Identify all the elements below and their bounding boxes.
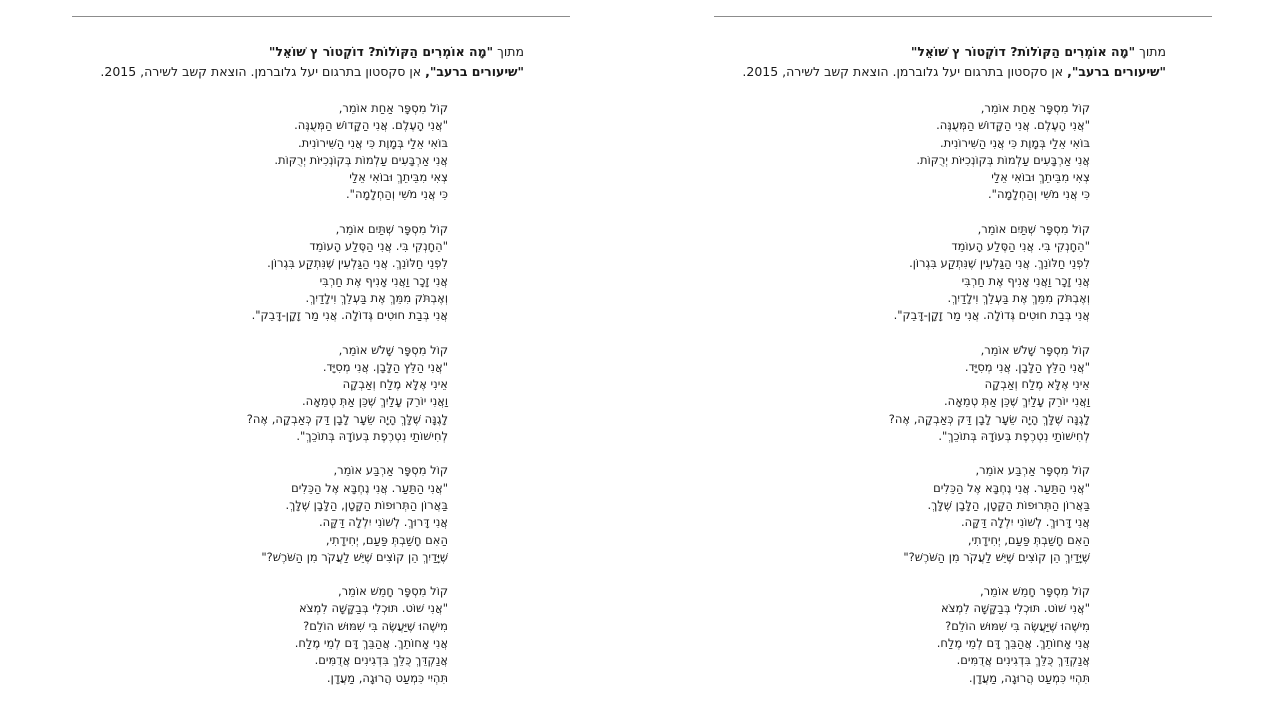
poem-line: קוֹל מִסְפָּר חָמֵשׁ אוֹמֵר, [980,584,1090,599]
poem-line: שֶׁיָּדַיִךְ הֵן קוֹצִים שֶׁיֵּשׁ לַעֲקֹר מִן הַשֹּׁרֶשׁ?" [261,549,448,564]
poem-line: הַאִם חָשַׁבְתְּ פַּעַם, יְחִידָתִי, [967,532,1090,547]
poem-line: וְאֶבְתֹּק מִמֵּךְ אֶת בַּעְלֵךְ וִילָדַיִךְ. [947,290,1090,305]
poem-line: וְאֶבְתֹּק מִמֵּךְ אֶת בַּעְלֵךְ וִילָדַיִךְ. [305,290,448,305]
header-credits-line [100,62,524,82]
poem-line: מִישֶׁהוּ שֶׁיַּעֲשֶׂה בִּי שִׁמּוּשׁ הוֹלֵם? [945,618,1090,633]
poem-line: אֵינִי אֶלָּא מֶלַח וְאַבְקָה [342,377,448,392]
stanza [247,221,448,325]
page-top-rule [72,16,570,17]
poem [247,100,448,704]
header-title-line [100,42,524,62]
page-header [742,42,1166,82]
poem [889,100,1090,704]
poem-line: "אֲנִי שׁוֹט. תּוּכְלִי בְּבַקָּשָׁה לִמְצֹא [940,601,1090,616]
stanza [247,462,448,566]
poem-line: קוֹל מִסְפָּר שְׁתַּיִם אוֹמֵר, [335,221,448,236]
poem-line: בּוֹאִי אֵלַי בְּמָוֶת כִּי אֲנִי הַשִּׁירוֹנִית. [939,135,1090,150]
poem-line: אֵינִי אֶלָּא מֶלַח וְאַבְקָה [984,377,1090,392]
poem-line: קוֹל מִסְפָּר אַחַת אוֹמֵר, [980,101,1090,115]
poem-line: אֲנַקְדֵּךְ כֻּלֵּךְ בִּדְגִינִים אֲדֻמִּים. [956,653,1090,668]
poem-line: "הֵחָנְקִי בִּי. אֲנִי הַסֶּלַע הָעוֹמֵד [309,239,448,254]
poem-line: אֲנִי בְּבַת חוּטִים גְּדוֹלָה. אֲנִי מַר זָקָן-דָּבֵק". [251,308,448,323]
poem-line: לְחִישׁוֹתַי נִטְרֶפֶת בְּעוֹדָהּ בְּתוֹכֵךְ". [938,429,1090,444]
poem-line: קוֹל מִסְפָּר חָמֵשׁ אוֹמֵר, [338,584,448,599]
poem-line: מִישֶׁהוּ שֶׁיַּעֲשֶׂה בִּי שִׁמּוּשׁ הוֹלֵם? [303,618,448,633]
book-title: "מָה אוֹמְרִים הַקּוֹלוֹת? דוֹקְטוֹר ץ שׁוֹאֵל" [910,44,1136,59]
poem-line: וַאֲנִי יוֹרֵק עָלַיִךְ שֶׁכֵּן אַתְּ טְמֵאָה. [944,394,1090,409]
poem-line: אֲנִי אָחוֹתֵךְ. אֲהַבֵּךְ דָּם לְמֵי מֶלַח. [294,636,448,651]
credits: אן סקסטון בתרגום יעל גלוברמן. הוצאת קשב לשירה, 2015. [100,64,422,79]
poem-line: בַּאֲרוֹן הַתְּרוּפוֹת הַקָּטָן, הַלָּבָן שֶׁלָּךְ. [927,497,1090,512]
poem-line: בּוֹאִי אֵלַי בְּמָוֶת כִּי אֲנִי הַשִּׁירוֹנִית. [297,135,448,150]
poem-line: "אֲנִי הַלֵּץ הַלָּבָן. אֲנִי מְסִיָּד. [964,359,1090,374]
poem-line: אֲנִי זָכָר וַאֲנִי אָנִיף אֶת חַרְבִּי [319,273,448,288]
poem-line: אֲנִי בְּבַת חוּטִים גְּדוֹלָה. אֲנִי מַר זָקָן-דָּבֵק". [893,308,1090,323]
header-credits-line [742,62,1166,82]
page-header [100,42,524,82]
poem-line: "אֲנִי הָעֶלֶם. אֲנִי הַקָּדוֹשׁ הַמְּעֻנֶּה. [936,118,1090,133]
poem-line: תִּהְיִי כִּמְעַט הֲרוּגָה, מַעֲדָן. [326,670,448,685]
stanza [889,100,1090,204]
stanza [247,342,448,446]
poem-line: שֶׁיָּדַיִךְ הֵן קוֹצִים שֶׁיֵּשׁ לַעֲקֹר מִן הַשֹּׁרֶשׁ?" [903,549,1090,564]
stanza [889,583,1090,687]
poem-line: לְחִישׁוֹתַי נִטְרֶפֶת בְּעוֹדָהּ בְּתוֹכֵךְ". [296,429,448,444]
poem-line: קוֹל מִסְפָּר אַחַת אוֹמֵר, [338,101,448,115]
poem-line: קוֹל מִסְפָּר שָׁלֹשׁ אוֹמֵר, [980,342,1090,357]
poem-line: "אֲנִי הַתַּעַר. אֲנִי נֶחְבָּא אֶל הַכֵּלִים [291,480,448,495]
poem-line: "הֵחָנְקִי בִּי. אֲנִי הַסֶּלַע הָעוֹמֵד [951,239,1090,254]
poem-line: אֲנִי אַרְבָּעִים עַלְמוֹת בְּקוֹנְכִיּוֹת יְרֻקּוֹת. [274,152,448,167]
poem-line: "אֲנִי הַתַּעַר. אֲנִי נֶחְבָּא אֶל הַכֵּלִים [933,480,1090,495]
stanza [889,342,1090,446]
poem-line: אֲנִי זָכָר וַאֲנִי אָנִיף אֶת חַרְבִּי [961,273,1090,288]
poem-line: קוֹל מִסְפָּר שָׁלֹשׁ אוֹמֵר, [338,342,448,357]
poem-line: אֲנִי אַרְבָּעִים עַלְמוֹת בְּקוֹנְכִיּוֹת יְרֻקּוֹת. [916,152,1090,167]
poem-line: אֲנִי דָּרוּךְ. לְשׁוֹנִי יִלְלָה דַּקָּה. [961,515,1090,530]
poem-line: וַאֲנִי יוֹרֵק עָלַיִךְ שֶׁכֵּן אַתְּ טְמֵאָה. [302,394,448,409]
poem-line: אֲנִי דָּרוּךְ. לְשׁוֹנִי יִלְלָה דַּקָּה. [319,515,448,530]
poem-line: קוֹל מִסְפָּר אַרְבַּע אוֹמֵר, [975,463,1090,478]
credits: אן סקסטון בתרגום יעל גלוברמן. הוצאת קשב לשירה, 2015. [742,64,1064,79]
poem-line: כִּי אֲנִי מֹשִׁי וְהַחְלָמָה". [988,187,1090,202]
poem-line: לָגֶנָּה שֶׁלָּךְ הָיָה שֵׂעָר לָבָן דַּק כְּאַבְקָה, אֶה? [246,411,448,426]
book-title: "מָה אוֹמְרִים הַקּוֹלוֹת? דוֹקְטוֹר ץ שׁוֹאֵל" [268,44,494,59]
header-title-line [742,42,1166,62]
document-page-left [72,0,572,690]
from-label: מתוך [1139,44,1166,59]
from-label: מתוך [497,44,524,59]
poem-line: הַאִם חָשַׁבְתְּ פַּעַם, יְחִידָתִי, [325,532,448,547]
poem-line: אֲנַקְדֵּךְ כֻּלֵּךְ בִּדְגִינִים אֲדֻמִּים. [314,653,448,668]
page-top-rule [714,16,1212,17]
poem-line: בַּאֲרוֹן הַתְּרוּפוֹת הַקָּטָן, הַלָּבָן שֶׁלָּךְ. [285,497,448,512]
poem-line: צְאִי מִבֵּיתֵךְ וּבוֹאִי אֵלַי [349,170,448,185]
poem-line: קוֹל מִסְפָּר שְׁתַּיִם אוֹמֵר, [977,221,1090,236]
poem-line: "אֲנִי הָעֶלֶם. אֲנִי הַקָּדוֹשׁ הַמְּעֻנֶּה. [294,118,448,133]
stanza [889,462,1090,566]
poem-line: צְאִי מִבֵּיתֵךְ וּבוֹאִי אֵלַי [991,170,1090,185]
stanza [247,583,448,687]
poem-line: תִּהְיִי כִּמְעַט הֲרוּגָה, מַעֲדָן. [968,670,1090,685]
poem-line: קוֹל מִסְפָּר אַרְבַּע אוֹמֵר, [333,463,448,478]
poem-line: לִפְנֵי חַלּוֹנֵךְ. אֲנִי הַגַּלְעִין שֶׁנִּתְקַע בִּגְרוֹן. [909,256,1090,271]
poem-line: "אֲנִי הַלֵּץ הַלָּבָן. אֲנִי מְסִיָּד. [322,359,448,374]
poem-line: לָגֶנָּה שֶׁלָּךְ הָיָה שֵׂעָר לָבָן דַּק כְּאַבְקָה, אֶה? [888,411,1090,426]
stanza [247,100,448,204]
series-title: "שיעורים ברעב", [425,64,524,79]
poem-line: לִפְנֵי חַלּוֹנֵךְ. אֲנִי הַגַּלְעִין שֶׁנִּתְקַע בִּגְרוֹן. [267,256,448,271]
poem-line: אֲנִי אָחוֹתֵךְ. אֲהַבֵּךְ דָּם לְמֵי מֶלַח. [936,636,1090,651]
document-page-right [714,0,1214,690]
series-title: "שיעורים ברעב", [1067,64,1166,79]
poem-line: כִּי אֲנִי מֹשִׁי וְהַחְלָמָה". [346,187,448,202]
stanza [889,221,1090,325]
poem-line: "אֲנִי שׁוֹט. תּוּכְלִי בְּבַקָּשָׁה לִמְצֹא [298,601,448,616]
